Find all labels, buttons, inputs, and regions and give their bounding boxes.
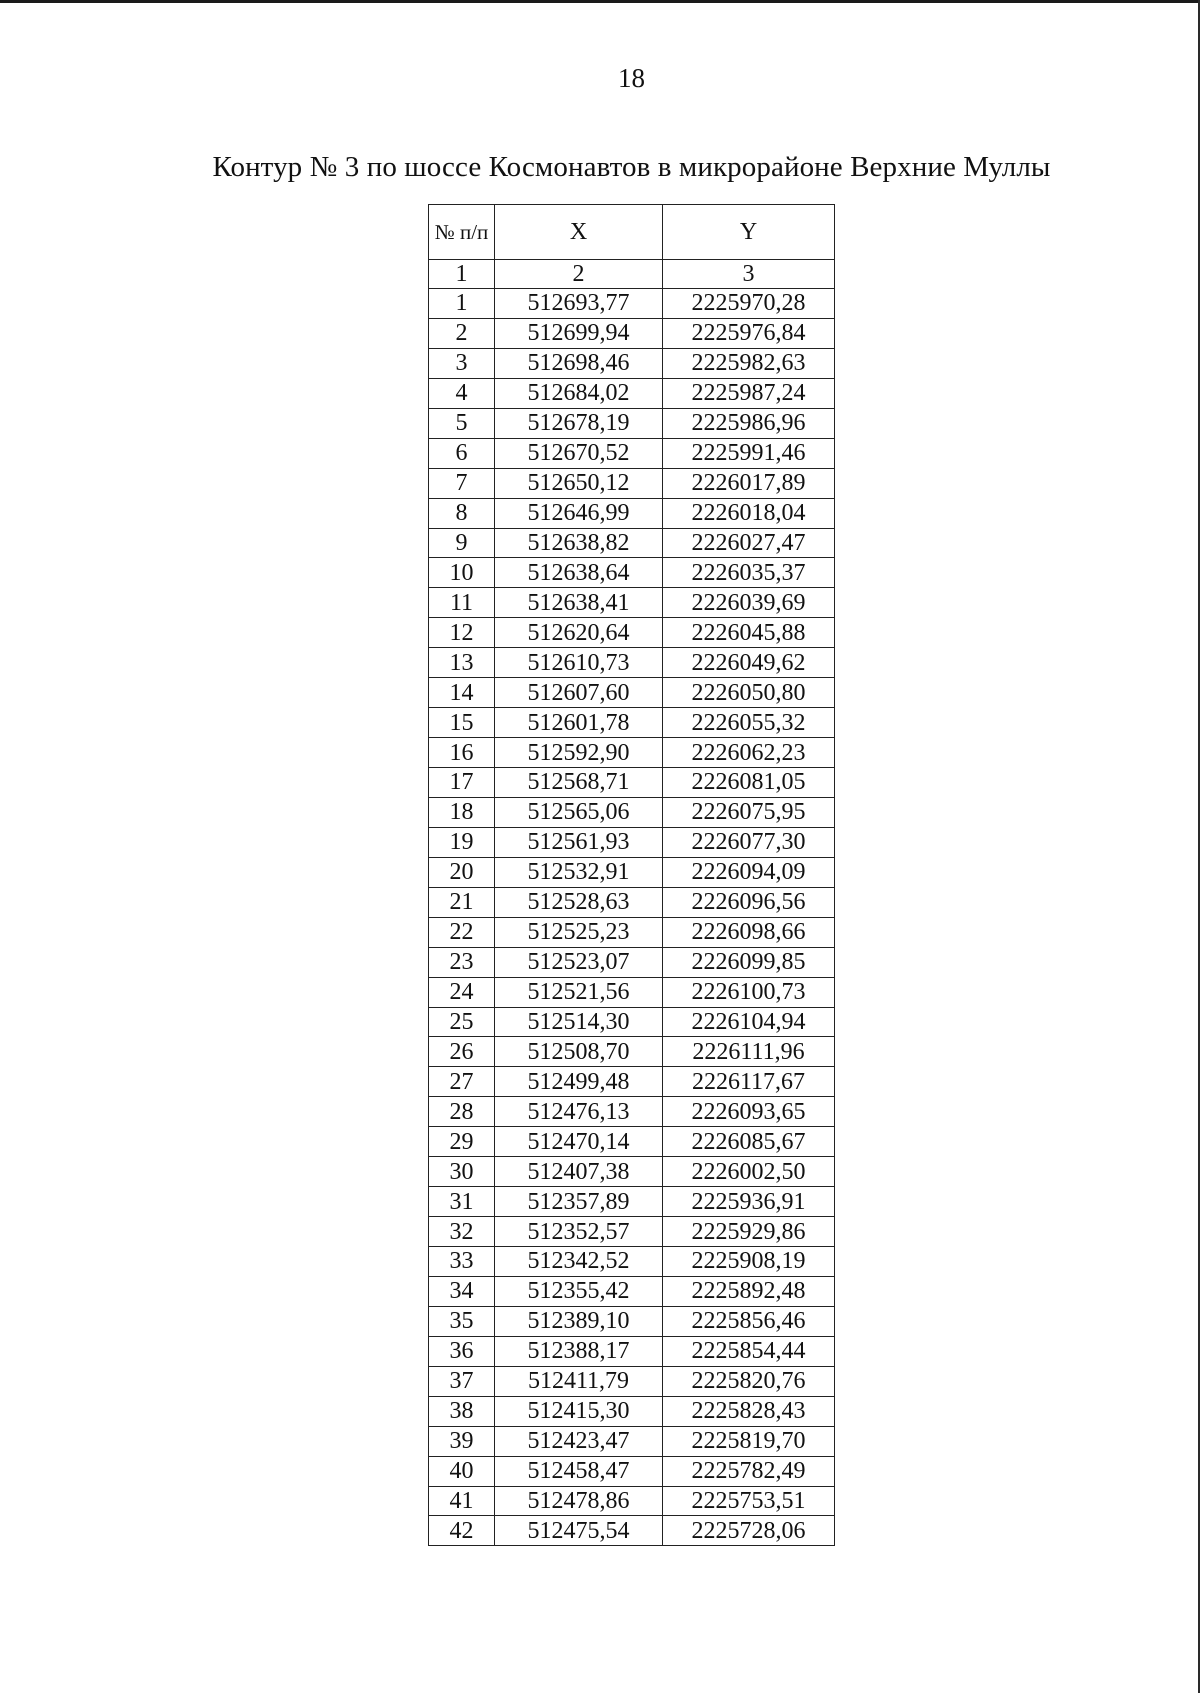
table-row: [429, 977, 835, 1007]
scan-edge-top: [0, 0, 1200, 3]
x-coordinate-cell: 512670,52: [495, 438, 663, 468]
x-coordinate-cell: 512638,41: [495, 588, 663, 618]
row-number-cell: 7: [429, 468, 495, 498]
table-row: [429, 1276, 835, 1306]
y-coordinate-cell: 2226017,89: [663, 468, 835, 498]
table-row: [429, 1097, 835, 1127]
x-coordinate-cell: 512415,30: [495, 1396, 663, 1426]
row-number-cell: 19: [429, 827, 495, 857]
y-coordinate-cell: 2225820,76: [663, 1366, 835, 1396]
x-coordinate-cell: 512423,47: [495, 1426, 663, 1456]
row-number-cell: 17: [429, 768, 495, 798]
table-row: [429, 857, 835, 887]
y-coordinate-cell: 2225908,19: [663, 1247, 835, 1277]
x-coordinate-cell: 512528,63: [495, 887, 663, 917]
y-coordinate-cell: 2225970,28: [663, 289, 835, 319]
y-coordinate-cell: 2225782,49: [663, 1456, 835, 1486]
row-number-cell: 38: [429, 1396, 495, 1426]
x-coordinate-cell: 512620,64: [495, 618, 663, 648]
row-number-cell: 10: [429, 558, 495, 588]
table-row: [429, 1366, 835, 1396]
table-row: [429, 678, 835, 708]
table-row: [429, 498, 835, 528]
table-row: [429, 1396, 835, 1426]
table-row: [429, 1247, 835, 1277]
y-coordinate-cell: 2226002,50: [663, 1157, 835, 1187]
x-coordinate-cell: 512693,77: [495, 289, 663, 319]
column-index-cell: 3: [663, 260, 835, 289]
x-coordinate-cell: 512475,54: [495, 1516, 663, 1546]
row-number-cell: 4: [429, 378, 495, 408]
y-coordinate-cell: 2226077,30: [663, 827, 835, 857]
x-coordinate-cell: 512499,48: [495, 1067, 663, 1097]
row-number-cell: 28: [429, 1097, 495, 1127]
y-coordinate-cell: 2226018,04: [663, 498, 835, 528]
table-row: [429, 438, 835, 468]
table-row: [429, 378, 835, 408]
row-number-cell: 16: [429, 738, 495, 768]
row-number-cell: 6: [429, 438, 495, 468]
x-coordinate-cell: 512592,90: [495, 738, 663, 768]
table-row: [429, 797, 835, 827]
column-index-row: [429, 260, 835, 289]
table-row: [429, 1426, 835, 1456]
row-number-cell: 15: [429, 708, 495, 738]
x-coordinate-cell: 512352,57: [495, 1217, 663, 1247]
x-coordinate-cell: 512698,46: [495, 348, 663, 378]
x-coordinate-cell: 512478,86: [495, 1486, 663, 1516]
y-coordinate-cell: 2226050,80: [663, 678, 835, 708]
column-index-cell: 2: [495, 260, 663, 289]
table-body: [429, 260, 835, 1546]
coordinates-table: [428, 204, 835, 1546]
row-number-cell: 12: [429, 618, 495, 648]
table-row: [429, 1306, 835, 1336]
y-coordinate-cell: 2226039,69: [663, 588, 835, 618]
x-coordinate-cell: 512508,70: [495, 1037, 663, 1067]
y-coordinate-cell: 2226096,56: [663, 887, 835, 917]
row-number-cell: 13: [429, 648, 495, 678]
y-coordinate-cell: 2226062,23: [663, 738, 835, 768]
x-coordinate-cell: 512650,12: [495, 468, 663, 498]
table-row: [429, 887, 835, 917]
x-coordinate-cell: 512514,30: [495, 1007, 663, 1037]
y-coordinate-cell: 2226094,09: [663, 857, 835, 887]
table-row: [429, 1067, 835, 1097]
y-coordinate-cell: 2225982,63: [663, 348, 835, 378]
y-coordinate-cell: 2226100,73: [663, 977, 835, 1007]
y-coordinate-cell: 2225819,70: [663, 1426, 835, 1456]
row-number-cell: 27: [429, 1067, 495, 1097]
row-number-cell: 3: [429, 348, 495, 378]
row-number-cell: 34: [429, 1276, 495, 1306]
x-coordinate-cell: 512342,52: [495, 1247, 663, 1277]
row-number-cell: 2: [429, 318, 495, 348]
y-coordinate-cell: 2225753,51: [663, 1486, 835, 1516]
x-coordinate-cell: 512678,19: [495, 408, 663, 438]
x-coordinate-cell: 512601,78: [495, 708, 663, 738]
row-number-cell: 31: [429, 1187, 495, 1217]
table-row: [429, 1516, 835, 1546]
row-number-cell: 11: [429, 588, 495, 618]
row-number-cell: 9: [429, 528, 495, 558]
row-number-cell: 40: [429, 1456, 495, 1486]
y-coordinate-cell: 2225991,46: [663, 438, 835, 468]
x-coordinate-cell: 512523,07: [495, 947, 663, 977]
row-number-cell: 22: [429, 917, 495, 947]
x-coordinate-cell: 512568,71: [495, 768, 663, 798]
x-coordinate-cell: 512476,13: [495, 1097, 663, 1127]
y-coordinate-cell: 2226111,96: [663, 1037, 835, 1067]
header-y: Y: [663, 205, 835, 260]
table-row: [429, 468, 835, 498]
x-coordinate-cell: 512407,38: [495, 1157, 663, 1187]
header-number: № п/п: [429, 205, 495, 260]
x-coordinate-cell: 512411,79: [495, 1366, 663, 1396]
table-row: [429, 528, 835, 558]
table-row: [429, 1007, 835, 1037]
x-coordinate-cell: 512388,17: [495, 1336, 663, 1366]
column-index-cell: 1: [429, 260, 495, 289]
table-row: [429, 1187, 835, 1217]
row-number-cell: 14: [429, 678, 495, 708]
row-number-cell: 8: [429, 498, 495, 528]
y-coordinate-cell: 2226045,88: [663, 618, 835, 648]
table-row: [429, 738, 835, 768]
table-row: [429, 708, 835, 738]
y-coordinate-cell: 2226117,67: [663, 1067, 835, 1097]
x-coordinate-cell: 512610,73: [495, 648, 663, 678]
table-row: [429, 318, 835, 348]
table-row: [429, 827, 835, 857]
row-number-cell: 29: [429, 1127, 495, 1157]
x-coordinate-cell: 512470,14: [495, 1127, 663, 1157]
table-header-row: [429, 205, 835, 260]
document-title: Контур № 3 по шоссе Космонавтов в микрорайоне Верхние Муллы: [212, 151, 1051, 183]
y-coordinate-cell: 2225987,24: [663, 378, 835, 408]
row-number-cell: 30: [429, 1157, 495, 1187]
x-coordinate-cell: 512355,42: [495, 1276, 663, 1306]
page-number: 18: [618, 63, 645, 93]
y-coordinate-cell: 2226099,85: [663, 947, 835, 977]
table-row: [429, 558, 835, 588]
row-number-cell: 1: [429, 289, 495, 319]
row-number-cell: 36: [429, 1336, 495, 1366]
y-coordinate-cell: 2226104,94: [663, 1007, 835, 1037]
x-coordinate-cell: 512357,89: [495, 1187, 663, 1217]
y-coordinate-cell: 2225828,43: [663, 1396, 835, 1426]
table-row: [429, 289, 835, 319]
x-coordinate-cell: 512646,99: [495, 498, 663, 528]
header-x: X: [495, 205, 663, 260]
y-coordinate-cell: 2225856,46: [663, 1306, 835, 1336]
row-number-cell: 41: [429, 1486, 495, 1516]
y-coordinate-cell: 2226085,67: [663, 1127, 835, 1157]
x-coordinate-cell: 512638,82: [495, 528, 663, 558]
table-row: [429, 648, 835, 678]
x-coordinate-cell: 512389,10: [495, 1306, 663, 1336]
y-coordinate-cell: 2225892,48: [663, 1276, 835, 1306]
y-coordinate-cell: 2225976,84: [663, 318, 835, 348]
table-row: [429, 408, 835, 438]
x-coordinate-cell: 512565,06: [495, 797, 663, 827]
row-number-cell: 21: [429, 887, 495, 917]
table-row: [429, 1037, 835, 1067]
row-number-cell: 37: [429, 1366, 495, 1396]
x-coordinate-cell: 512525,23: [495, 917, 663, 947]
x-coordinate-cell: 512458,47: [495, 1456, 663, 1486]
y-coordinate-cell: 2226098,66: [663, 917, 835, 947]
y-coordinate-cell: 2225728,06: [663, 1516, 835, 1546]
x-coordinate-cell: 512699,94: [495, 318, 663, 348]
row-number-cell: 26: [429, 1037, 495, 1067]
table-row: [429, 1456, 835, 1486]
y-coordinate-cell: 2225854,44: [663, 1336, 835, 1366]
table-row: [429, 1217, 835, 1247]
row-number-cell: 35: [429, 1306, 495, 1336]
row-number-cell: 32: [429, 1217, 495, 1247]
x-coordinate-cell: 512561,93: [495, 827, 663, 857]
table-row: [429, 618, 835, 648]
row-number-cell: 25: [429, 1007, 495, 1037]
row-number-cell: 23: [429, 947, 495, 977]
y-coordinate-cell: 2226081,05: [663, 768, 835, 798]
row-number-cell: 18: [429, 797, 495, 827]
table-row: [429, 768, 835, 798]
row-number-cell: 5: [429, 408, 495, 438]
table-row: [429, 1336, 835, 1366]
y-coordinate-cell: 2226027,47: [663, 528, 835, 558]
x-coordinate-cell: 512607,60: [495, 678, 663, 708]
row-number-cell: 20: [429, 857, 495, 887]
y-coordinate-cell: 2226075,95: [663, 797, 835, 827]
row-number-cell: 39: [429, 1426, 495, 1456]
table-row: [429, 1127, 835, 1157]
y-coordinate-cell: 2226049,62: [663, 648, 835, 678]
y-coordinate-cell: 2226093,65: [663, 1097, 835, 1127]
table-row: [429, 1486, 835, 1516]
table-row: [429, 1157, 835, 1187]
x-coordinate-cell: 512532,91: [495, 857, 663, 887]
table-row: [429, 947, 835, 977]
x-coordinate-cell: 512638,64: [495, 558, 663, 588]
table-row: [429, 588, 835, 618]
x-coordinate-cell: 512684,02: [495, 378, 663, 408]
y-coordinate-cell: 2226035,37: [663, 558, 835, 588]
y-coordinate-cell: 2226055,32: [663, 708, 835, 738]
row-number-cell: 33: [429, 1247, 495, 1277]
y-coordinate-cell: 2225936,91: [663, 1187, 835, 1217]
row-number-cell: 24: [429, 977, 495, 1007]
y-coordinate-cell: 2225929,86: [663, 1217, 835, 1247]
row-number-cell: 42: [429, 1516, 495, 1546]
x-coordinate-cell: 512521,56: [495, 977, 663, 1007]
y-coordinate-cell: 2225986,96: [663, 408, 835, 438]
table-row: [429, 917, 835, 947]
table-row: [429, 348, 835, 378]
